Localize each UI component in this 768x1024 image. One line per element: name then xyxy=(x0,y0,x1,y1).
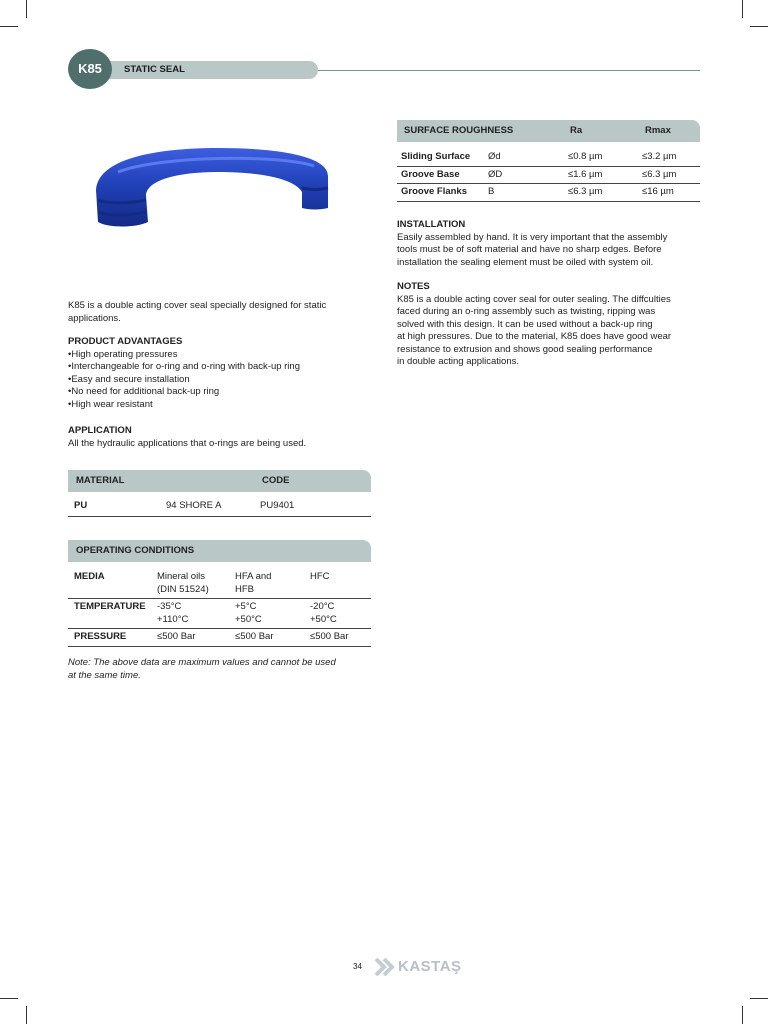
header-divider xyxy=(318,70,700,71)
application-section xyxy=(68,425,368,450)
intro-paragraph: K85 is a double acting cover seal specially designed for static applications. xyxy=(68,300,327,324)
cell-line: (DIN 51524) xyxy=(157,583,209,595)
page-title: STATIC SEAL xyxy=(124,64,185,75)
material-table xyxy=(68,470,371,517)
note-text xyxy=(68,657,368,682)
row-label: TEMPERATURE xyxy=(74,601,146,612)
table-cell: ≤0.8 µm xyxy=(568,151,603,162)
page-number: 34 xyxy=(353,962,362,971)
application-text: All the hydraulic applications that o-rings are being used. xyxy=(68,437,307,449)
text-line: tools must be of soft material and have no sharp edges. Before xyxy=(397,244,662,255)
table-cell: 94 SHORE A xyxy=(166,500,222,511)
installation-heading: INSTALLATION xyxy=(397,219,466,230)
crop-mark xyxy=(742,1006,743,1024)
crop-mark xyxy=(0,998,18,999)
table-cell: Ød xyxy=(488,151,501,162)
list-item: • Easy and secure installation xyxy=(68,374,358,387)
cell-line: HFA and xyxy=(235,571,272,582)
row-label: PRESSURE xyxy=(74,631,127,642)
table-cell: ≤6.3 µm xyxy=(642,169,677,180)
cell-line: +50°C xyxy=(310,613,337,625)
table-cell xyxy=(235,601,262,626)
text-line: Easily assembled by hand. It is very important that the assembly xyxy=(397,231,668,243)
notes-section xyxy=(397,281,700,369)
table-row xyxy=(68,562,371,599)
table-cell: HFC xyxy=(310,571,330,582)
cell-line: -20°C xyxy=(310,601,335,612)
notes-heading: NOTES xyxy=(397,281,430,292)
table-cell: ≤500 Bar xyxy=(235,631,274,642)
text-line: K85 is a double acting cover seal for outer sealing. The diffculties xyxy=(397,293,671,305)
text-line: at high pressures. Due to the material, K85 does have good wear xyxy=(397,331,672,342)
cell-line: +5°C xyxy=(235,601,257,612)
material-table-header xyxy=(68,470,371,492)
list-item: • High wear resistant xyxy=(68,399,358,412)
column-header: SURFACE ROUGHNESS xyxy=(404,125,514,136)
crop-mark xyxy=(26,0,27,18)
row-label: MEDIA xyxy=(74,571,105,582)
table-cell: PU xyxy=(74,500,88,511)
intro-text xyxy=(68,300,358,325)
logo-mark-icon xyxy=(372,957,396,977)
table-row xyxy=(68,492,371,517)
crop-mark xyxy=(750,998,768,999)
table-cell: ≤1.6 µm xyxy=(568,169,603,180)
text-line: resistance to extrusion and shows good sealing performance xyxy=(397,343,653,355)
crop-mark xyxy=(750,26,768,27)
cell-line: +110°C xyxy=(157,613,189,625)
table-cell xyxy=(235,571,271,596)
advantages-heading: PRODUCT ADVANTAGES xyxy=(68,336,183,347)
crop-mark xyxy=(26,1006,27,1024)
column-header: CODE xyxy=(262,475,290,486)
text-line: installation the sealing element must be oiled with system oil. xyxy=(397,256,654,268)
table-cell: ≤500 Bar xyxy=(310,631,349,642)
cell-line: HFB xyxy=(235,583,254,595)
logo-text: KASTAŞ xyxy=(398,957,462,975)
table-row xyxy=(397,184,700,202)
table-cell xyxy=(157,571,209,596)
page-title-bar xyxy=(98,61,318,79)
table-row xyxy=(68,629,371,647)
surface-table-header xyxy=(397,120,700,142)
list-item: • Interchangeable for o-ring and o-ring with back-up ring xyxy=(68,361,358,374)
table-row xyxy=(397,167,700,184)
column-header: Ra xyxy=(570,125,583,136)
company-logo xyxy=(372,956,462,978)
table-cell: PU9401 xyxy=(260,500,295,511)
table-title: OPERATING CONDITIONS xyxy=(76,545,195,556)
crop-mark xyxy=(742,0,743,18)
text-line: solved with this design. It can be used without a back-up ring xyxy=(397,318,653,330)
cell-line: Mineral oils xyxy=(157,571,206,582)
table-cell: B xyxy=(488,186,495,197)
table-row xyxy=(397,150,700,167)
table-cell: Groove Flanks xyxy=(401,186,467,197)
surface-roughness-table xyxy=(397,120,700,202)
seal-product-image xyxy=(88,130,348,248)
list-item: • No need for additional back-up ring xyxy=(68,386,358,399)
list-item: • High operating pressures xyxy=(68,349,358,362)
table-cell: ≤3.2 µm xyxy=(642,151,677,162)
operating-table-header xyxy=(68,540,371,562)
table-row xyxy=(68,599,371,629)
application-heading: APPLICATION xyxy=(68,425,132,436)
table-cell xyxy=(310,601,337,626)
advantages-list xyxy=(68,349,358,412)
table-cell: ≤500 Bar xyxy=(157,631,196,642)
table-cell: ≤6.3 µm xyxy=(568,186,603,197)
note-line: at the same time. xyxy=(68,669,141,681)
cell-line: +50°C xyxy=(235,613,262,625)
advantages-section xyxy=(68,336,358,411)
table-cell: Sliding Surface xyxy=(401,151,471,162)
table-cell xyxy=(157,601,188,626)
operating-conditions-table xyxy=(68,540,371,647)
crop-mark xyxy=(0,26,18,27)
note-line: Note: The above data are maximum values and cannot be used xyxy=(68,657,336,668)
product-code-badge: K85 xyxy=(68,49,112,89)
column-header: MATERIAL xyxy=(76,475,125,486)
cell-line: -35°C xyxy=(157,601,182,612)
installation-section xyxy=(397,219,700,269)
table-cell: ≤16 µm xyxy=(642,186,674,197)
column-header: Rmax xyxy=(645,125,671,136)
text-line: in double acting applications. xyxy=(397,356,520,367)
table-cell: ØD xyxy=(488,169,503,180)
table-cell: Groove Base xyxy=(401,169,460,180)
text-line: faced during an o-ring assembly such as twisting, ripping was xyxy=(397,306,656,317)
